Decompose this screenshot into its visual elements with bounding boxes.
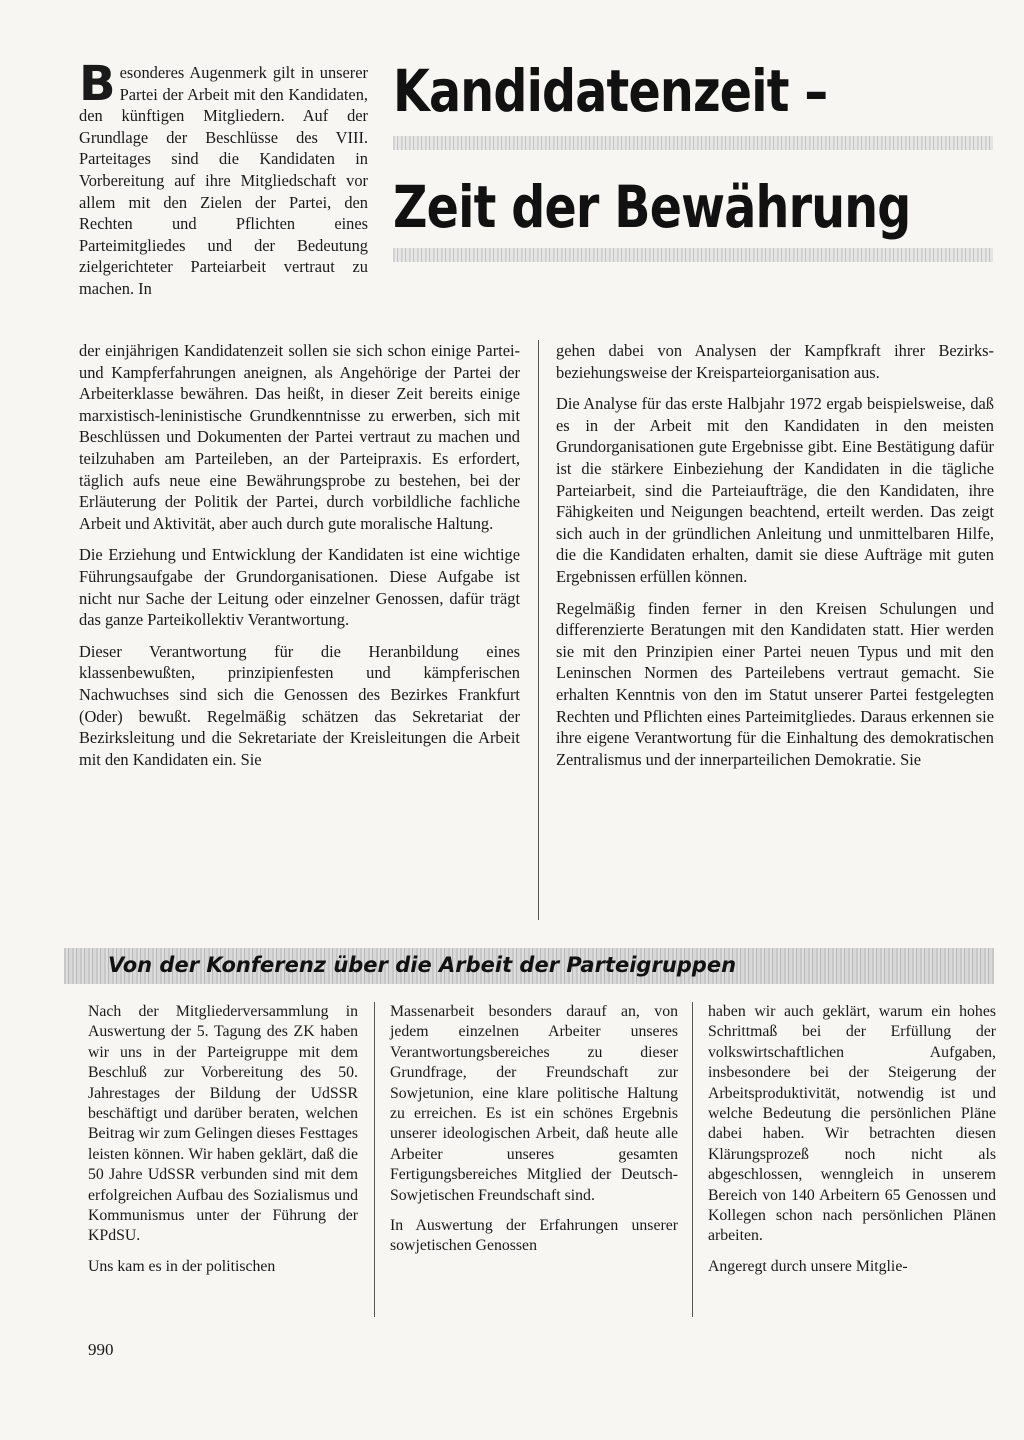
section-title: Von der Konferenz über die Arbeit der Parteigruppen: [108, 953, 737, 977]
section-divider-2: [692, 1002, 693, 1317]
headline-line1: Kandidatenzeit –: [393, 57, 828, 125]
section-col3-paragraph-1: haben wir auch geklärt, warum ein hohes Schrittmaß bei der Erfüllung der volkswirtschaftlichen Aufgaben, insbesondere bei der Steigerung der Arbeitsproduktivität, notwendig ist und welche Bedeutung die persönlichen Pläne dabei haben. Wir betrachten diesen Klärungsprozeß noch nicht als abgeschlossen, wenngleich in unserem Bereich von 140 Arbeitern 65 Genossen und Kollegen schon nach persönlichen Plänen arbeiten.: [708, 1003, 996, 1245]
section-col2-paragraph-1: Massenarbeit besonders darauf an, von jedem einzelnen Arbeiter unseres Verantwortungsbereiches zu dieser Grundfrage, der Freundschaft zur Sowjetunion, eine klare politische Haltung zu erreichen. Es ist ein schönes Ergebnis unserer ideologischen Arbeit, daß heute alle Arbeiter unseres gesamten Fertigungsbereiches Mitglied der Deutsch-Sowjetischen Freundschaft sind.: [390, 1003, 678, 1204]
headline-band-1: [393, 136, 993, 150]
section-divider-1: [374, 1002, 375, 1317]
intro-continuation: der einjährigen Kandidatenzeit sollen sie sich schon einige Partei- und Kampferfahrungen aneignen, als Angehörige der Partei der Arbeiterklasse bewähren. Das heißt, in dieser Zeit bereits einige marxistisch-leninistische Grundkenntnisse zu erwerben, sich mit Beschlüssen und Dokumenten der Partei vertraut zu machen und teilzuhaben am Parteileben, an der Parteipraxis. Es erfordert, täglich aufs neue eine Bewährungsprobe zu bestehen, bei der Erläuterung der Politik der Partei, durch vorbildliche fachliche Arbeit und Aktivität, aber auch durch gute moralische Haltung.: [79, 341, 520, 533]
intro-lead-text: esonderes Augenmerk gilt in unserer Partei der Arbeit mit den Kandidaten, den künftigen Mitgliedern. Auf der Grundlage der Beschlüsse des VIII. Parteitages sind die Kandidaten in Vorbereitung auf ihre Mitgliedschaft vor allem mit den Zielen der Partei, den Rechten und Pflichten eines Parteimitgliedes und der Bedeutung zielgerichteter Parteiarbeit vertraut zu machen. In: [79, 63, 368, 298]
section-col1-paragraph-2: Uns kam es in der politischen: [88, 1257, 276, 1275]
intro-paragraph: [79, 56, 368, 300]
section-col2-paragraph-2: In Auswertung der Erfahrungen unserer sowjetischen Genossen: [390, 1217, 678, 1255]
right-column: [556, 340, 994, 770]
dropcap: B: [79, 56, 116, 112]
page-number: 990: [88, 1340, 114, 1359]
section-column-1: [88, 1002, 358, 1277]
left-column: [79, 340, 520, 770]
section-column-3: [708, 1002, 996, 1277]
column-divider: [538, 340, 539, 920]
right-paragraph-3: Regelmäßig finden ferner in den Kreisen Schulungen und differenzierte Beratungen mit den Kandidaten statt. Hier werden sie mit den Prinzipien einer Partei neuen Typus und mit den Leninschen Normen des Parteilebens vertraut gemacht. Sie erhalten Kenntnis von den im Statut unserer Partei festgelegten Rechten und Pflichten eines Parteimitgliedes. Daraus erkennen sie ihre eigene Verantwortung für die Einhaltung des demokratischen Zentralismus und der innerparteilichen Demokratie. Sie: [556, 598, 994, 769]
right-paragraph-1: gehen dabei von Analysen der Kampfkraft ihrer Bezirks- beziehungsweise der Kreisparteiorganisation aus.: [556, 341, 994, 382]
left-paragraph-1: Die Erziehung und Entwicklung der Kandidaten ist eine wichtige Führungsaufgabe der Grundorganisationen. Diese Aufgabe ist nicht nur Sache der Leitung oder einzelner Genossen, dafür trägt das ganze Parteikollektiv Verantwortung.: [79, 545, 520, 630]
section-col3-paragraph-2: Angeregt durch unsere Mitglie-: [708, 1257, 908, 1275]
headline-line2: Zeit der Bewährung: [393, 173, 911, 241]
right-paragraph-2: Die Analyse für das erste Halbjahr 1972 ergab beispielsweise, daß es in der Arbeit mit den Kandidaten in den meisten Grundorganisationen gute Ergebnisse gibt. Eine Bestätigung dafür ist die stärkere Einbeziehung der Kandidaten in die tägliche Parteiarbeit, sind die Parteiaufträge, die den Kandidaten, ihre Fähigkeiten und Neigungen beachtend, erteilt werden. Das zeigt sich auch in der gründlichen Anleitung und unmittelbaren Hilfe, die die Kandidaten erhalten, damit sie diese Aufträge mit guten Ergebnissen erfüllen können.: [556, 394, 994, 586]
section-column-2: [390, 1002, 678, 1257]
section-col1-paragraph-1: Nach der Mitgliederversammlung in Auswertung der 5. Tagung des ZK haben wir uns in der Parteigruppe mit dem Beschluß zur Vorbereitung des 50. Jahrestages der Bildung der UdSSR beschäftigt und darüber beraten, welchen Beitrag wir zum Gelingen dieses Festtages leisten können. Wir haben geklärt, daß die 50 Jahre UdSSR verbunden sind mit dem erfolgreichen Aufbau des Sozialismus und Kommunismus unter der Führung der KPdSU.: [88, 1003, 358, 1245]
left-paragraph-2: Dieser Verantwortung für die Heranbildung eines klassenbewußten, prinzipienfesten und kämpferischen Nachwuchses sind sich die Genossen des Bezirkes Frankfurt (Oder) bewußt. Regelmäßig schätzen das Sekretariat der Bezirksleitung und die Sekretariate der Kreisleitungen die Arbeit mit den Kandidaten ein. Sie: [79, 641, 520, 769]
headline-band-2: [393, 248, 993, 262]
